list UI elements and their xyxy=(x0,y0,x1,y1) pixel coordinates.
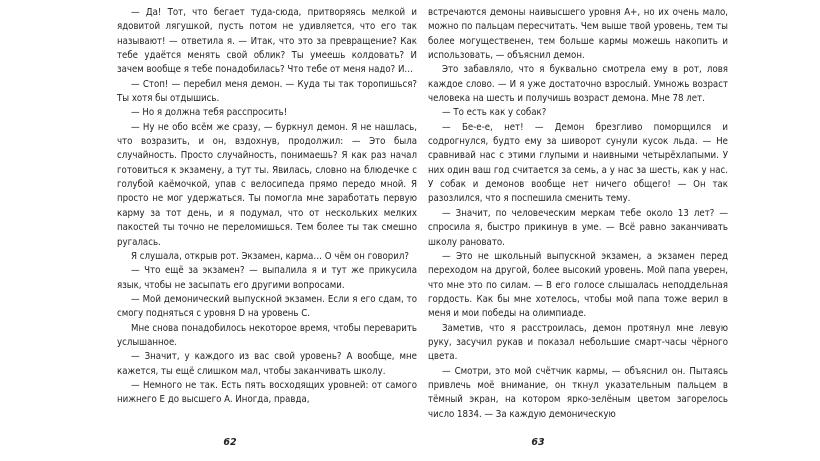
right-page xyxy=(428,6,728,422)
left-paragraph: — Стоп! — перебил меня демон. — Куда ты так торопишься? Ты хотя бы отдышись. xyxy=(117,78,417,105)
left-paragraph: — Что ещё за экзамен? — выпалила я и тут же прикусила язык, чтобы не засыпать его другими вопросами. xyxy=(117,265,417,291)
right-paragraph: — Значит, по человеческим меркам тебе около 13 лет? — спросила я, быстро прикинув в уме. — Всё равно заканчивать школу рановато. xyxy=(428,207,728,248)
left-paragraph: — Но я должна тебя расспросить! xyxy=(131,107,288,119)
right-paragraph: — Бе-е-е, нет! — Демон брезгливо поморщился и содрогнулся, будто ему за шиворот сунули кусок льда. — Не сравнивай нас с этими глупыми и наивными четырёхлапыми. У них один ваш год считается за семь, а у нас за шесть, как у нас. У собак и демонов вообще нет ничего общего! — Он так разозлился, что я поспешила сменить тему. xyxy=(428,121,728,205)
left-paragraph: — Мой демонический выпускной экзамен. Если я его сдам, то смогу подняться с уровня D на уровень C. xyxy=(117,293,417,320)
right-paragraph: встречаются демоны наивысшего уровня А+, но их очень мало, можно по пальцам пересчитать. Чем выше твой уровень, тем ты более могущественен, тем больше кармы можешь накопить и использовать, — объяснил демон. xyxy=(428,7,728,62)
left-paragraph: — Ну не обо всём же сразу, — буркнул демон. Я не нашлась, что возразить, и он, вздохнув, продолжил: — Это была случайность. Просто случайность, понимаешь? Я как раз начал готовиться к экзамену, а тут ты. Явилась, словно на блюдечке с голубой каёмочкой, упав с велосипеда прямо передо мной. Я просто не мог удержаться. Ты помогла мне заработать первую карму за тот день, и я подумал, что от нескольких мелких пакостей ты точно не переломишься. Тем более ты так смешно ругалась. xyxy=(117,121,417,248)
left-page-number: 62 xyxy=(223,437,237,448)
left-paragraph: — Немного не так. Есть пять восходящих уровней: от самого нижнего E до высшего A. Иногда, правда, xyxy=(117,379,417,406)
right-paragraph: Это забавляло, что я буквально смотрела ему в рот, ловя каждое слово. — И я уже достаточно взрослый. Умножь возраст человека на шесть и получишь возраст демона. Мне 78 лет. xyxy=(428,64,728,105)
left-paragraph: — Да! Тот, что бегает туда-сюда, притворяясь мелкой и ядовитой лягушкой, пусть потом не удивляется, что его так называют! — ответила я. — Итак, что это за превращение? Как тебе удаётся менять свой облик? Ты умеешь колдовать? И зачем вообще я тебе понадобилась? Что тебе от меня надо? И… xyxy=(117,7,417,76)
right-paragraph: Заметив, что я расстроилась, демон протянул мне левую руку, засучил рукав и показал небольшие смарт-часы чёрного цвета. xyxy=(428,322,728,363)
left-paragraph: — Значит, у каждого из вас свой уровень? А вообще, мне кажется, ты ещё слишком мал, чтобы заканчивать школу. xyxy=(117,351,417,377)
right-paragraph: — То есть как у собак? xyxy=(442,107,547,119)
right-paragraph: — Смотри, это мой счётчик кармы, — объяснил он. Пытаясь привлечь моё внимание, он ткнул указательным пальцем в тёмный экран, на котором ярко-зелёным цветом загорелось число 1834. — За каждую демоническую xyxy=(428,365,728,420)
left-paragraph: Я слушала, открыв рот. Экзамен, карма… О чём он говорил? xyxy=(131,250,409,262)
left-page xyxy=(117,6,417,408)
left-paragraph: Мне снова понадобилось некоторое время, чтобы переварить услышанное. xyxy=(117,322,417,348)
right-paragraph: — Это не школьный выпускной экзамен, а экзамен перед переходом на другой, более высокий уровень. Мой папа уверен, что мне это по силам. — В его голосе слышалась неподдельная гордость. Как бы мне хотелось, чтобы мой папа тоже верил в меня и мои победы на олимпиаде. xyxy=(428,250,728,320)
right-page-number: 63 xyxy=(531,437,545,448)
